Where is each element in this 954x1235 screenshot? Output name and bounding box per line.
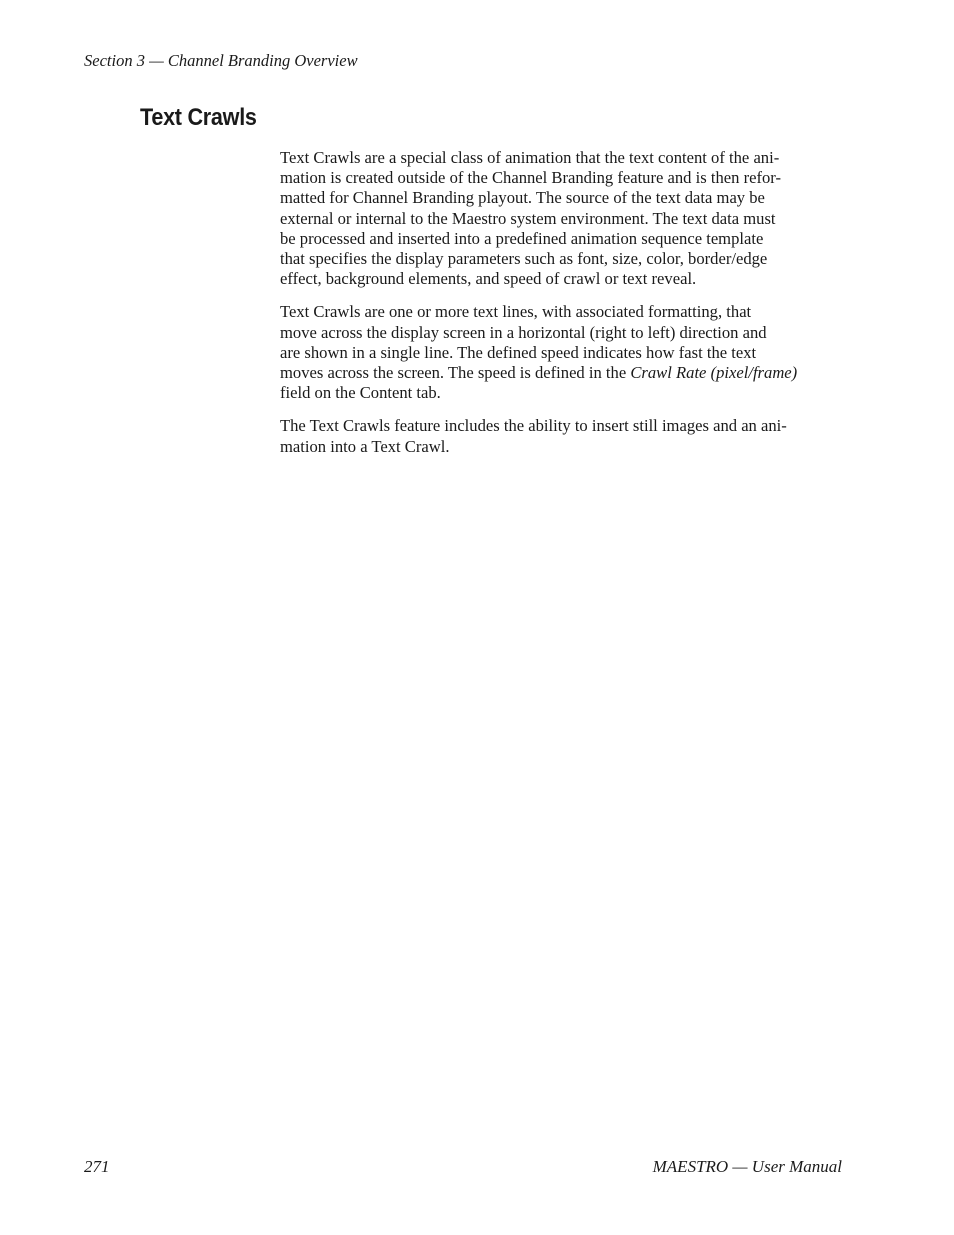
- section-heading: Text Crawls: [140, 104, 257, 131]
- running-header: Section 3 — Channel Branding Overview: [84, 51, 358, 70]
- text-line: be processed and inserted into a predefined animation sequence template: [280, 228, 764, 248]
- text-line: that specifies the display parameters such as font, size, color, border/edge: [280, 249, 768, 269]
- text-line: effect, background elements, and speed of crawl or text reveal.: [280, 269, 697, 289]
- body-text: [280, 148, 842, 470]
- text-line: mation is created outside of the Channel Branding feature and is then refor-: [280, 168, 781, 188]
- page-number: 271: [84, 1157, 110, 1176]
- text-line: Text Crawls are one or more text lines, with associated formatting, that: [280, 302, 752, 322]
- text-line: external or internal to the Maestro system environment. The text data must: [280, 208, 776, 228]
- text-line: field on the Content tab.: [280, 383, 441, 403]
- paragraph-intro: [280, 148, 842, 289]
- paragraph-features: [280, 416, 842, 456]
- text-line: The Text Crawls feature includes the ability to insert still images and an ani-: [280, 416, 787, 436]
- text-line: Text Crawls are a special class of animation that the text content of the ani-: [280, 148, 780, 167]
- field-reference-crawl-rate: Crawl Rate (pixel/frame): [630, 363, 798, 383]
- text-line: mation into a Text Crawl.: [280, 436, 450, 456]
- text-line: move across the display screen in a horizontal (right to left) direction and: [280, 322, 767, 342]
- text-line: moves across the screen. The speed is defined in the: [280, 363, 631, 383]
- text-line: matted for Channel Branding playout. The source of the text data may be: [280, 188, 765, 208]
- text-line: are shown in a single line. The defined speed indicates how fast the text: [280, 342, 757, 362]
- paragraph-description: [280, 302, 842, 403]
- manual-title: MAESTRO — User Manual: [652, 1157, 842, 1176]
